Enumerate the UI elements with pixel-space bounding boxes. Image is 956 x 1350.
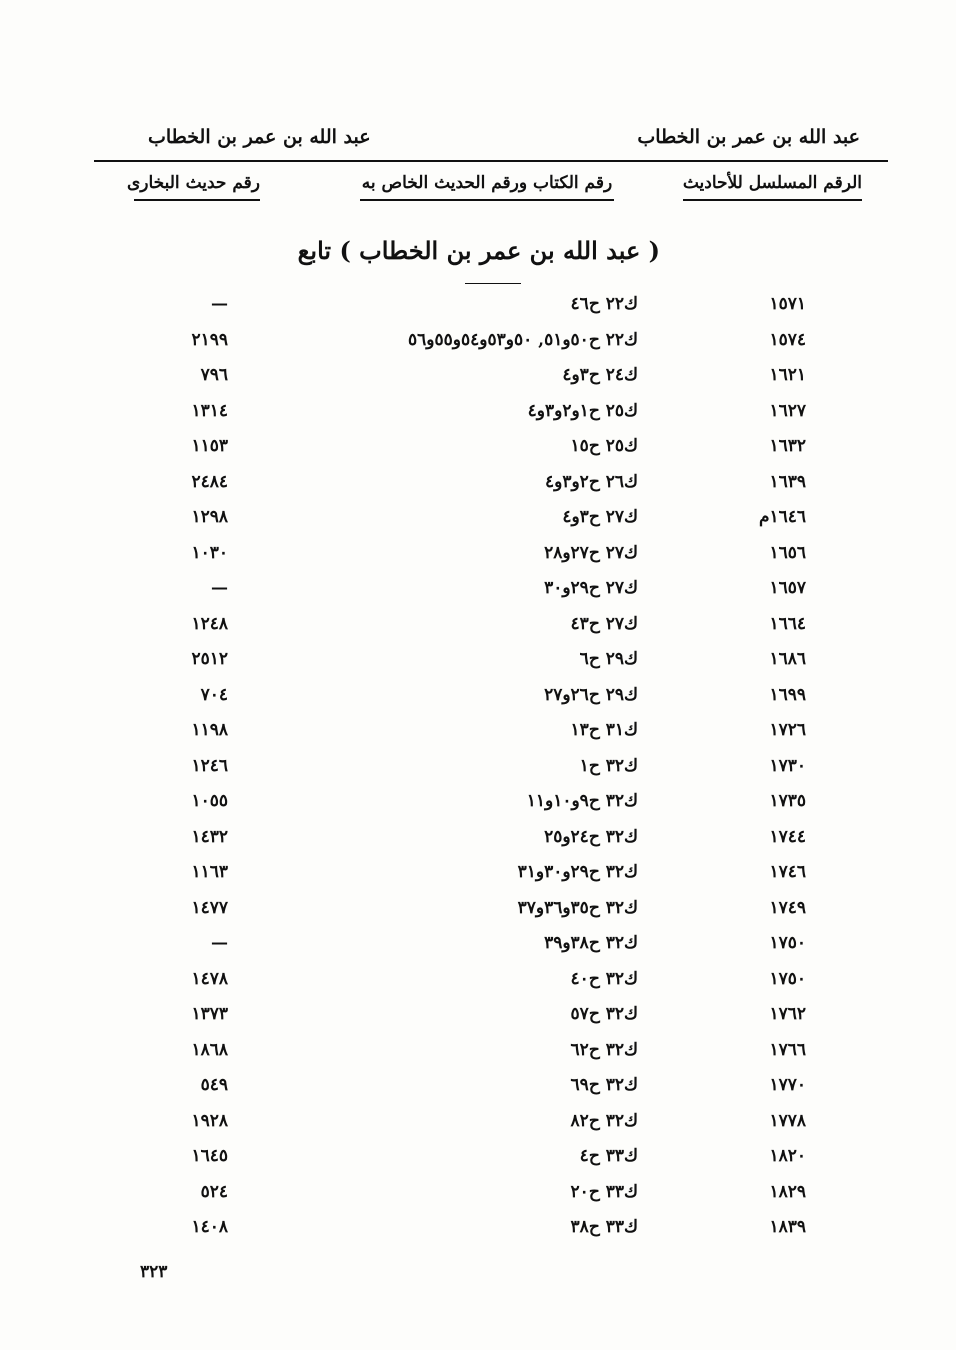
serial-number-cell: ١٧٤٤ [769, 826, 806, 847]
table-row [0, 1142, 956, 1178]
bukhari-number-cell: ١٠٥٥ [191, 791, 228, 811]
section-title: ( عبد الله بن عمر بن الخطاب ) تابع [297, 236, 660, 265]
table-row [0, 752, 956, 788]
serial-number-cell: ١٧٦٢ [769, 1004, 806, 1024]
book-hadith-cell: ك٢٢ ح٤٦ [570, 294, 638, 314]
bukhari-number-cell: ١١٩٨ [191, 720, 228, 740]
book-hadith-cell: ك٣٢ ح٥٧ [570, 1004, 638, 1024]
serial-number-cell: ١٦٥٦ [769, 542, 806, 563]
book-hadith-cell: ك٣٢ ح٢٤و٢٥ [544, 826, 638, 847]
bukhari-number-cell: ١٢٤٨ [191, 613, 228, 634]
bukhari-number-cell: ١٢٩٨ [191, 507, 228, 527]
bukhari-number-cell: ١٣١٤ [191, 400, 228, 421]
bukhari-number-cell: — [211, 294, 228, 314]
bukhari-number-cell: ١٣٧٣ [191, 1004, 228, 1024]
serial-number-cell: ١٨٣٩ [769, 1217, 806, 1237]
table-row [0, 1036, 956, 1072]
table-row [0, 1178, 956, 1214]
page-number: ٣٢٣ [140, 1262, 168, 1282]
index-table [0, 290, 956, 1249]
serial-number-cell: ١٨٢٩ [769, 1181, 806, 1202]
serial-number-cell: ١٦٣٢ [769, 436, 806, 456]
serial-number-cell: ١٦٣٩ [769, 471, 806, 492]
book-hadith-cell: ك٢٧ ح٤٣ [570, 613, 638, 634]
column-header-bukhari: رقم حديث البخارى [134, 173, 260, 201]
book-hadith-cell: ك٢٤ ح٣و٤ [562, 365, 638, 385]
table-row [0, 468, 956, 504]
book-hadith-cell: ك٢٧ ح٣و٤ [562, 507, 638, 527]
serial-number-cell: ١٦٢١ [769, 365, 806, 385]
book-hadith-cell: ك٢٦ ح٢و٣و٤ [544, 471, 638, 492]
running-head-left: عبد الله بن عمر بن الخطاب [148, 126, 371, 148]
serial-number-cell: ١٧٧٠ [769, 1075, 806, 1095]
table-row [0, 574, 956, 610]
bukhari-number-cell: ٧٩٦ [200, 365, 228, 385]
bukhari-number-cell: — [211, 578, 228, 598]
bukhari-number-cell: ١٢٤٦ [191, 755, 228, 776]
bukhari-number-cell: ١١٦٣ [191, 862, 228, 882]
table-row [0, 397, 956, 433]
book-hadith-cell: ك٣١ ح١٣ [570, 720, 638, 740]
book-hadith-cell: ك٣٣ ح٤ [579, 1146, 638, 1166]
table-row [0, 681, 956, 717]
table-row [0, 610, 956, 646]
book-hadith-cell: ك٢٥ ح١٥ [570, 436, 638, 456]
book-hadith-cell: ك٢٩ ح٦ [579, 649, 638, 669]
bukhari-number-cell: ١٤٧٧ [191, 897, 228, 918]
table-row [0, 503, 956, 539]
serial-number-cell: ١٨٢٠ [769, 1146, 806, 1166]
serial-number-cell: ١٦٥٧ [769, 578, 806, 598]
bukhari-number-cell: ١٦٤٥ [191, 1146, 228, 1166]
serial-number-cell: ١٧٥٠ [769, 968, 806, 989]
table-row [0, 823, 956, 859]
bukhari-number-cell: ٧٠٤ [200, 684, 228, 705]
running-head-right: عبد الله بن عمر بن الخطاب [637, 126, 860, 148]
book-hadith-cell: ك٣٢ ح٦٢ [570, 1039, 638, 1060]
table-row [0, 1000, 956, 1036]
serial-number-cell: ١٧٧٨ [769, 1110, 806, 1131]
serial-number-cell: ١٧٢٦ [769, 720, 806, 740]
serial-number-cell: ١٧٤٩ [769, 897, 806, 918]
table-row [0, 645, 956, 681]
book-hadith-cell: ك٢٧ ح٢٩و٣٠ [544, 578, 638, 598]
bukhari-number-cell: ١٠٣٠ [191, 542, 228, 563]
table-row [0, 290, 956, 326]
bukhari-number-cell: ٥٤٩ [200, 1075, 228, 1095]
serial-number-cell: ١٧٣٥ [769, 791, 806, 811]
table-row [0, 1107, 956, 1143]
book-hadith-cell: ك٣٢ ح٣٥و٣٦و٣٧ [517, 897, 638, 918]
serial-number-cell: ١٦٦٤ [769, 613, 806, 634]
book-hadith-cell: ك٢٩ ح٢٦و٢٧ [544, 684, 638, 705]
table-row [0, 787, 956, 823]
book-hadith-cell: ك٣٣ ح٢٠ [570, 1181, 638, 1202]
bukhari-number-cell: ١٨٦٨ [191, 1039, 228, 1060]
bukhari-number-cell: ١٤٠٨ [191, 1217, 228, 1237]
bukhari-number-cell: — [211, 933, 228, 953]
serial-number-cell: ١٧٤٦ [769, 862, 806, 882]
bukhari-number-cell: ٢٥١٢ [191, 649, 228, 669]
bukhari-number-cell: ٢١٩٩ [191, 329, 228, 350]
serial-number-cell: ١٧٦٦ [769, 1039, 806, 1060]
serial-number-cell: ١٧٣٠ [769, 755, 806, 776]
book-hadith-cell: ك٣٢ ح٨٢ [570, 1110, 638, 1131]
table-row [0, 716, 956, 752]
table-row [0, 965, 956, 1001]
table-row [0, 929, 956, 965]
bukhari-number-cell: ١٩٢٨ [191, 1110, 228, 1131]
column-header-book: رقم الكتاب ورقم الحديث الخاص به [360, 173, 614, 201]
serial-number-cell: ١٦٨٦ [769, 649, 806, 669]
book-hadith-cell: ك٣٣ ح٣٨ [570, 1217, 638, 1237]
header-rule [94, 160, 888, 162]
book-hadith-cell: ك٣٢ ح٣٨و٣٩ [544, 933, 638, 953]
serial-number-cell: ١٦٤٦م [758, 507, 806, 527]
bukhari-number-cell: ١١٥٣ [191, 436, 228, 456]
bukhari-number-cell: ٥٢٤ [200, 1181, 228, 1202]
serial-number-cell: ١٦٢٧ [769, 400, 806, 421]
table-row [0, 326, 956, 362]
serial-number-cell: ١٥٧٤ [769, 329, 806, 350]
table-row [0, 894, 956, 930]
bukhari-number-cell: ١٤٧٨ [191, 968, 228, 989]
table-row [0, 1213, 956, 1249]
book-hadith-cell: ك٣٢ ح٦٩ [570, 1075, 638, 1095]
table-row [0, 1071, 956, 1107]
book-hadith-cell: ك٣٢ ح٢٩و٣٠و٣١ [517, 862, 638, 882]
serial-number-cell: ١٥٧١ [769, 294, 806, 314]
book-hadith-cell: ك٢٢ ح٥٠و٥١, ٥٠و٥٣و٥٤و٥٥و٥٦ [408, 329, 638, 350]
bukhari-number-cell: ٢٤٨٤ [191, 471, 228, 492]
table-row [0, 858, 956, 894]
book-hadith-cell: ك٣٢ ح١ [579, 755, 638, 776]
book-hadith-cell: ك٢٥ ح١و٢و٣و٤ [527, 400, 638, 421]
book-hadith-cell: ك٣٢ ح٤٠ [570, 968, 638, 989]
bukhari-number-cell: ١٤٣٢ [191, 826, 228, 847]
book-hadith-cell: ك٢٧ ح٢٧و٢٨ [544, 542, 638, 563]
table-row [0, 432, 956, 468]
column-header-serial: الرقم المسلسل للأحاديث [683, 173, 862, 201]
book-hadith-cell: ك٣٢ ح٩و١٠و١١ [526, 791, 638, 811]
serial-number-cell: ١٧٥٠ [769, 933, 806, 953]
section-rule [465, 283, 521, 284]
table-row [0, 361, 956, 397]
serial-number-cell: ١٦٩٩ [769, 684, 806, 705]
table-row [0, 539, 956, 575]
